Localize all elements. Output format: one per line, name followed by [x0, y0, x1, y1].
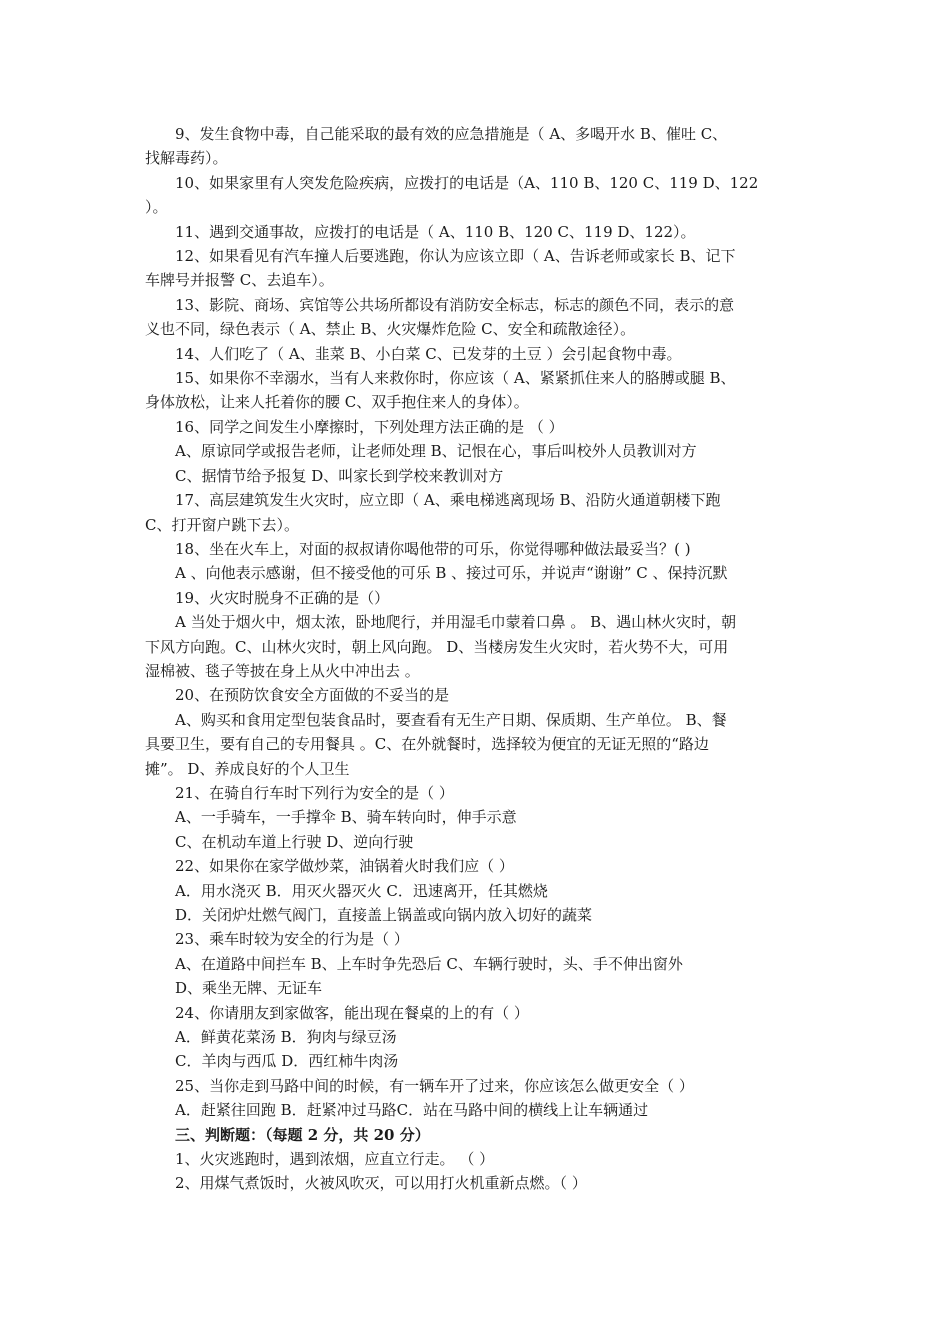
text-line: 摊”。 D、养成良好的个人卫生: [145, 759, 350, 778]
text-line: 10、如果家里有人突发危险疾病，应拨打的电话是（A、110 B、120 C、119 D、122: [175, 173, 759, 192]
text-line: 身体放松，让来人托着你的腰 C、双手抱住来人的身体）。: [145, 393, 529, 412]
text-line: A、在道路中间拦车 B、上车时争先恐后 C、车辆行驶时，头、手不伸出窗外: [175, 954, 683, 973]
text-line: C、据情节给予报复 D、叫家长到学校来教训对方: [175, 466, 504, 485]
text-line: 车牌号并报警 C、去追车）。: [145, 271, 334, 290]
text-line: 找解毒药）。: [145, 149, 228, 168]
text-line: A．鲜黄花菜汤 B．狗肉与绿豆汤: [175, 1028, 397, 1047]
text-line: A 当处于烟火中，烟太浓，卧地爬行，并用湿毛巾蒙着口鼻 。 B、遇山林火灾时，朝: [175, 613, 737, 632]
text-line: ）。: [145, 198, 168, 217]
text-line: 9、发生食物中毒，自己能采取的最有效的应急措施是（ A、多喝开水 B、催吐 C、: [175, 125, 728, 143]
text-line: A 、向他表示感谢，但不接受他的可乐 B 、接过可乐，并说声“谢谢” C 、保持沉默: [175, 564, 728, 583]
text-line: 19、火灾时脱身不正确的是（）: [175, 588, 390, 607]
text-line: 23、乘车时较为安全的行为是（ ）: [175, 930, 409, 949]
text-line: 2、用煤气煮饭时，火被风吹灭，可以用打火机重新点燃。（ ）: [175, 1174, 587, 1193]
text-line: 25、当你走到马路中间的时候，有一辆车开了过来，你应该怎么做更安全（ ）: [175, 1076, 694, 1095]
text-line: 24、你请朋友到家做客，能出现在餐桌的上的有（ ）: [175, 1003, 529, 1022]
text-line: 下风方向跑。C、山林火灾时，朝上风向跑。 D、当楼房发生火灾时，若火势不大，可用: [145, 637, 729, 656]
text-line: 21、在骑自行车时下列行为安全的是（ ）: [175, 783, 454, 802]
text-line: 20、在预防饮食安全方面做的不妥当的是: [175, 686, 450, 705]
section-heading: 三、判断题：（每题 2 分，共 20 分）: [175, 1125, 430, 1144]
text-line: D．关闭炉灶燃气阀门，直接盖上锅盖或向锅内放入切好的蔬菜: [175, 906, 593, 924]
text-line: C、在机动车道上行驶 D、逆向行驶: [175, 832, 414, 851]
text-line: A、购买和食用定型包装食品时，要查看有无生产日期、保质期、生产单位。 B、餐: [175, 710, 727, 729]
text-line: 17、高层建筑发生火灾时，应立即（ A、乘电梯逃离现场 B、沿防火通道朝楼下跑: [175, 491, 721, 510]
text-line: C、打开窗户跳下去）。: [145, 515, 299, 534]
text-line: 14、人们吃了（ A、韭菜 B、小白菜 C、已发芽的土豆 ）会引起食物中毒。: [175, 344, 682, 363]
text-line: 11、遇到交通事故，应拨打的电话是（ A、110 B、120 C、119 D、122）。: [175, 222, 696, 241]
document-page: [145, 122, 810, 1196]
text-line: A、原谅同学或报告老师，让老师处理 B、记恨在心，事后叫校外人员教训对方: [175, 442, 697, 461]
text-line: 18、坐在火车上，对面的叔叔请你喝他带的可乐，你觉得哪种做法最妥当？( ): [175, 539, 691, 558]
text-line: 13、影院、商场、宾馆等公共场所都设有消防安全标志，标志的颜色不同，表示的意: [175, 295, 735, 314]
text-line: D、乘坐无牌、无证车: [175, 979, 323, 998]
text-line: 义也不同，绿色表示（ A、禁止 B、火灾爆炸危险 C、安全和疏散途径）。: [145, 320, 636, 339]
text-line: 湿棉被、毯子等披在身上从火中冲出去 。: [145, 661, 420, 680]
text-line: A．赶紧往回跑 B．赶紧冲过马路C．站在马路中间的横线上让车辆通过: [175, 1101, 649, 1120]
text-line: 22、如果你在家学做炒菜，油锅着火时我们应（ ）: [175, 857, 514, 876]
text-line: C．羊肉与西瓜 D．西红柿牛肉汤: [175, 1052, 399, 1071]
text-line: 具要卫生，要有自己的专用餐具 。C、在外就餐时，选择较为便宜的无证无照的“路边: [145, 735, 709, 754]
text-line: 15、如果你不幸溺水，当有人来救你时，你应该（ A、紧紧抓住来人的胳膊或腿 B、: [175, 369, 736, 388]
text-line: 1、火灾逃跑时，遇到浓烟，应直立行走。 （ ）: [175, 1150, 495, 1169]
text-line: A、一手骑车，一手撑伞 B、骑车转向时，伸手示意: [175, 808, 517, 827]
text-line: A．用水浇灭 B．用灭火器灭火 C．迅速离开，任其燃烧: [175, 881, 548, 900]
text-line: 12、如果看见有汽车撞人后要逃跑，你认为应该立即（ A、告诉老师或家长 B、记下: [175, 247, 736, 266]
text-line: 16、同学之间发生小摩擦时，下列处理方法正确的是 （ ）: [175, 417, 564, 436]
